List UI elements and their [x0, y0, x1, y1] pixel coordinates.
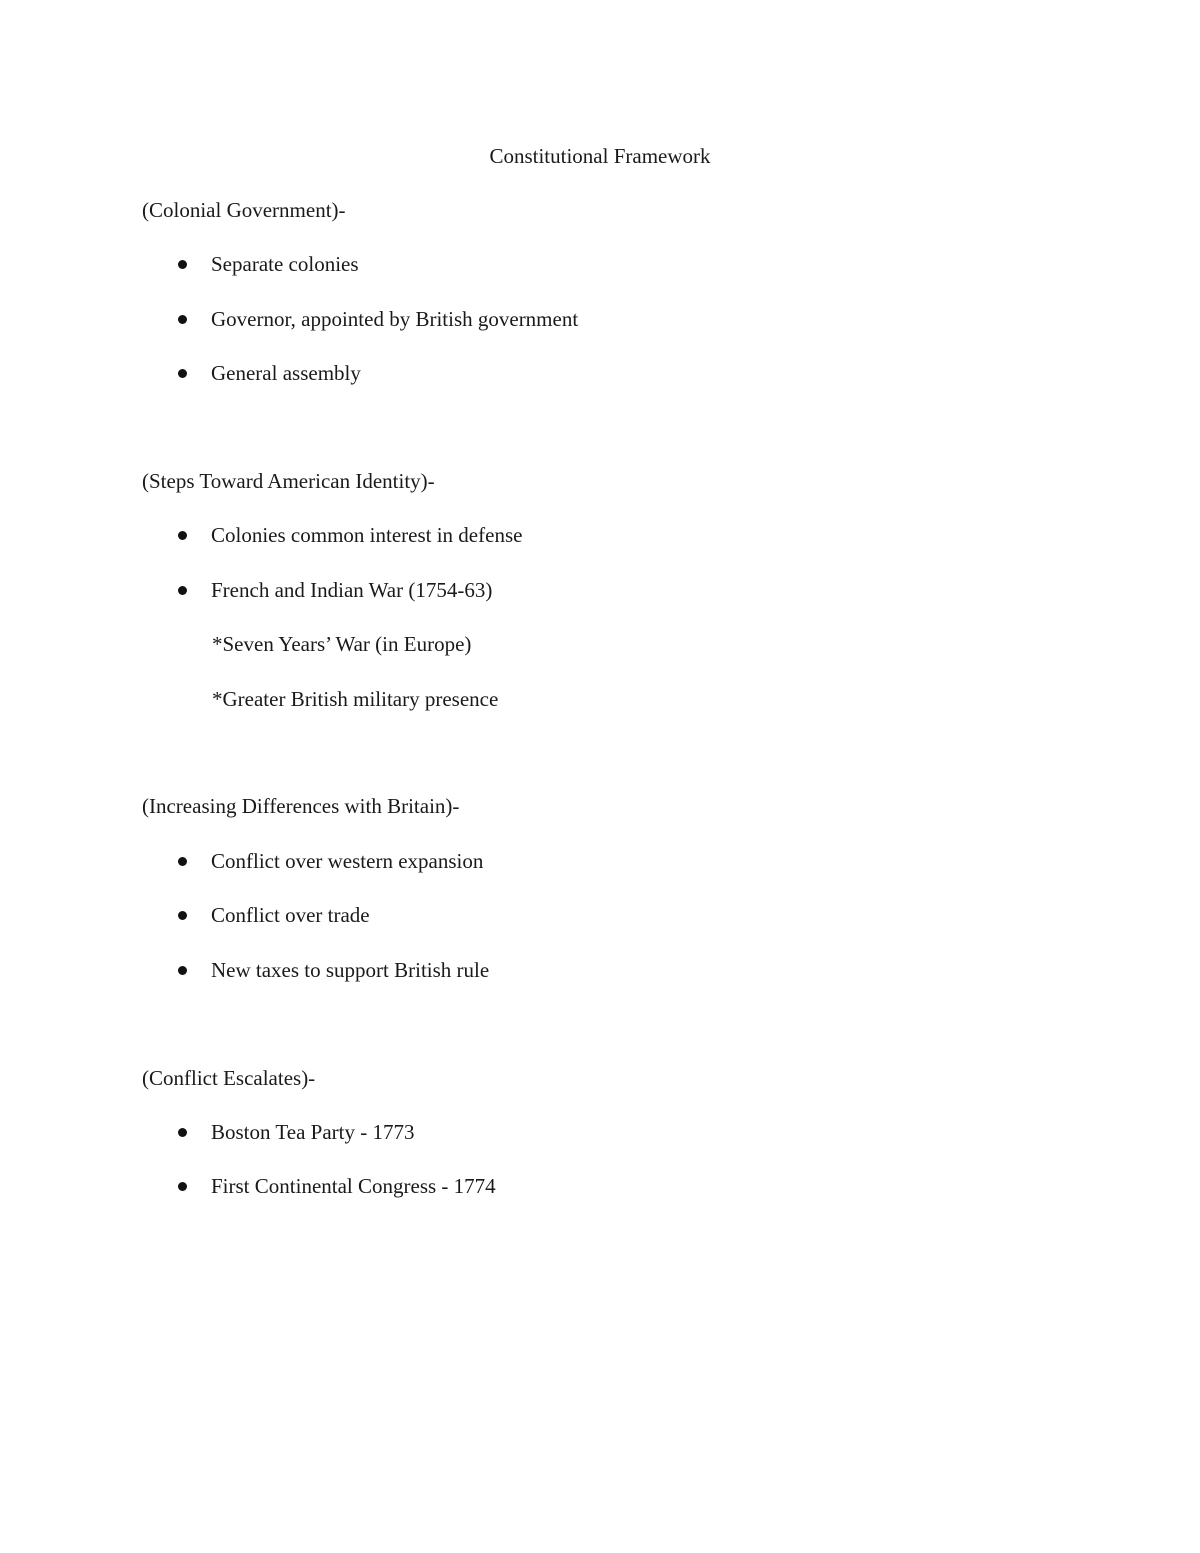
list-item-text: Colonies common interest in defense [211, 523, 523, 547]
page-title: Constitutional Framework [489, 144, 711, 168]
bullet-icon [178, 260, 187, 269]
bullet-icon [178, 586, 187, 595]
list-item [178, 901, 370, 929]
list-item [178, 1172, 496, 1200]
sub-note: *Seven Years’ War (in Europe) [212, 632, 472, 656]
list-item-text: Conflict over trade [211, 903, 370, 927]
section-heading-conflict-escalates: (Conflict Escalates)- [142, 1066, 316, 1090]
list-item-text: New taxes to support British rule [211, 958, 490, 982]
list-item [178, 359, 361, 387]
list-item-text: Boston Tea Party - 1773 [211, 1120, 415, 1144]
list-item [178, 847, 483, 875]
list-item-text: Separate colonies [211, 252, 359, 276]
bullet-icon [178, 369, 187, 378]
list-item-text: General assembly [211, 361, 361, 385]
bullet-icon [178, 857, 187, 866]
list-item-text: Governor, appointed by British government [211, 307, 579, 331]
list-item-text: First Continental Congress - 1774 [211, 1174, 496, 1198]
sub-note: *Greater British military presence [212, 687, 499, 711]
list-item-text: Conflict over western expansion [211, 849, 484, 873]
bullet-icon [178, 911, 187, 920]
bullet-icon [178, 531, 187, 540]
list-item [178, 956, 489, 984]
section-heading-steps-toward-american-identity: (Steps Toward American Identity)- [142, 469, 435, 493]
bullet-icon [178, 315, 187, 324]
list-item [178, 305, 578, 333]
bullet-icon [178, 1128, 187, 1137]
section-heading-increasing-differences: (Increasing Differences with Britain)- [142, 794, 460, 818]
list-item [178, 576, 492, 604]
bullet-icon [178, 966, 187, 975]
section-heading-colonial-government: (Colonial Government)- [142, 198, 346, 222]
bullet-icon [178, 1182, 187, 1191]
list-item [178, 250, 359, 278]
list-item [178, 1118, 414, 1146]
list-item [178, 521, 522, 549]
list-item-text: French and Indian War (1754-63) [211, 578, 493, 602]
